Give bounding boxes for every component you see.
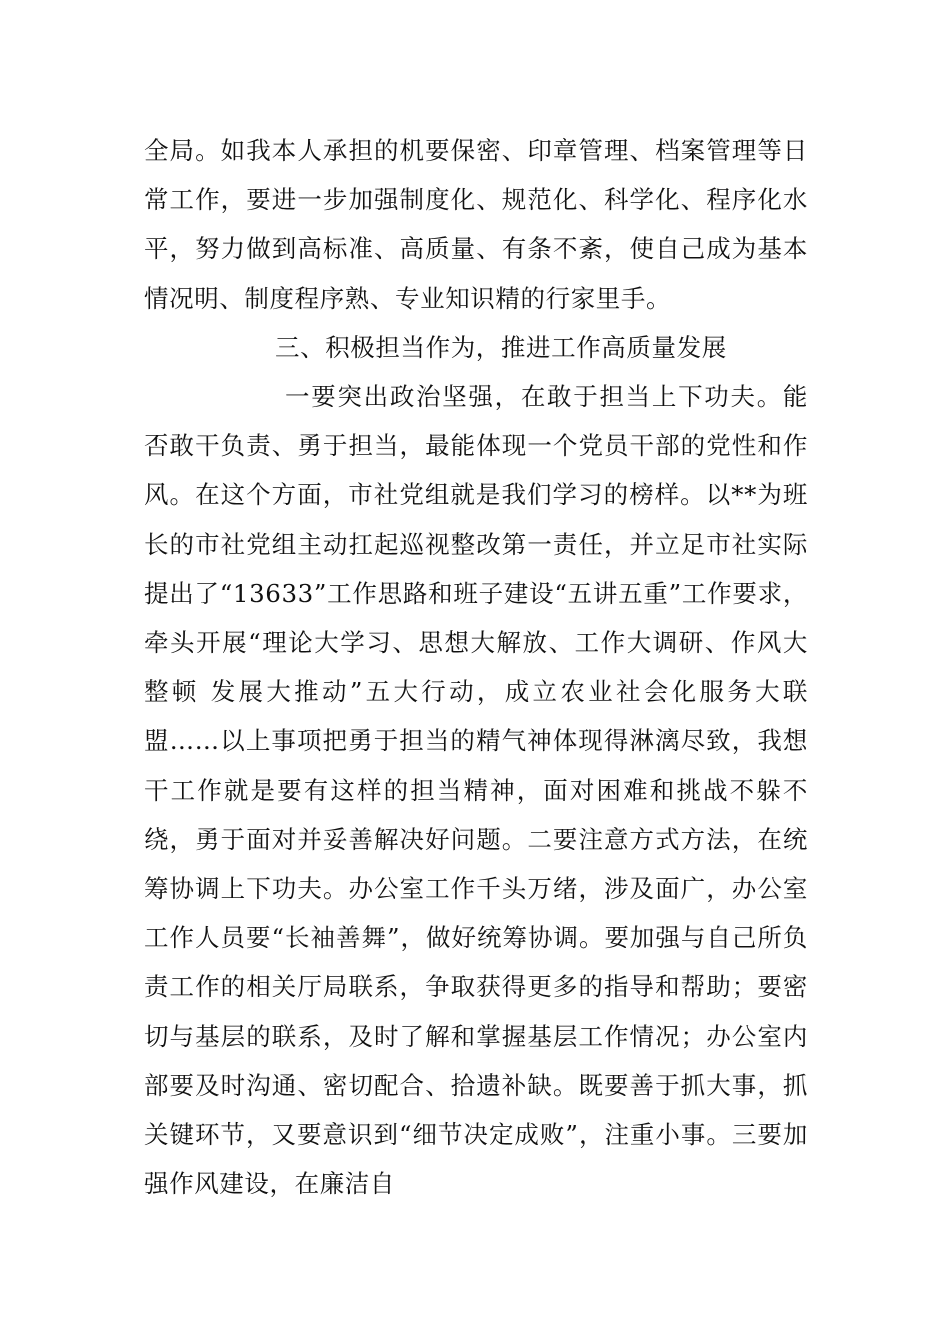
body-paragraph: 一要突出政治坚强，在敢于担当上下功夫。能否敢干负责、勇于担当，最能体现一个党员干部的党性和作风。在这个方面，市社党组就是我们学习的榜样。以**为班长的市社党组主动扛起巡视整改第一责任，并立足市社实际提出了“13633”工作思路和班子建设“五讲五重”工作要求，牵头开展“理论大学习、思想大解放、工作大调研、作风大整顿 发展大推动”五大行动，成立农业社会化服务大联盟……以上事项把勇于担当的精气神体现得淋漓尽致，我想干工作就是要有这样的担当精神，面对困难和挑战不躲不绕，勇于面对并妥善解决好问题。二要注意方式方法，在统筹协调上下功夫。办公室工作千头万绪，涉及面广，办公室工作人员要“长袖善舞”，做好统筹协调。要加强与自己所负责工作的相关厅局联系，争取获得更多的指导和帮助；要密切与基层的联系，及时了解和掌握基层工作情况；办公室内部要及时沟通、密切配合、拾遗补缺。既要善于抓大事，抓关键环节，又要意识到“细节决定成败”，注重小事。三要加强作风建设，在廉洁自 — [144, 382, 808, 1199]
document-body — [144, 126, 808, 1208]
section-heading: 三、积极担当作为，推进工作高质量发展 — [275, 332, 727, 362]
body-paragraph: 全局。如我本人承担的机要保密、印章管理、档案管理等日常工作，要进一步加强制度化、规范化、科学化、程序化水平，努力做到高标准、高质量、有条不紊，使自己成为基本情况明、制度程序熟、专业知识精的行家里手。 — [144, 136, 808, 313]
